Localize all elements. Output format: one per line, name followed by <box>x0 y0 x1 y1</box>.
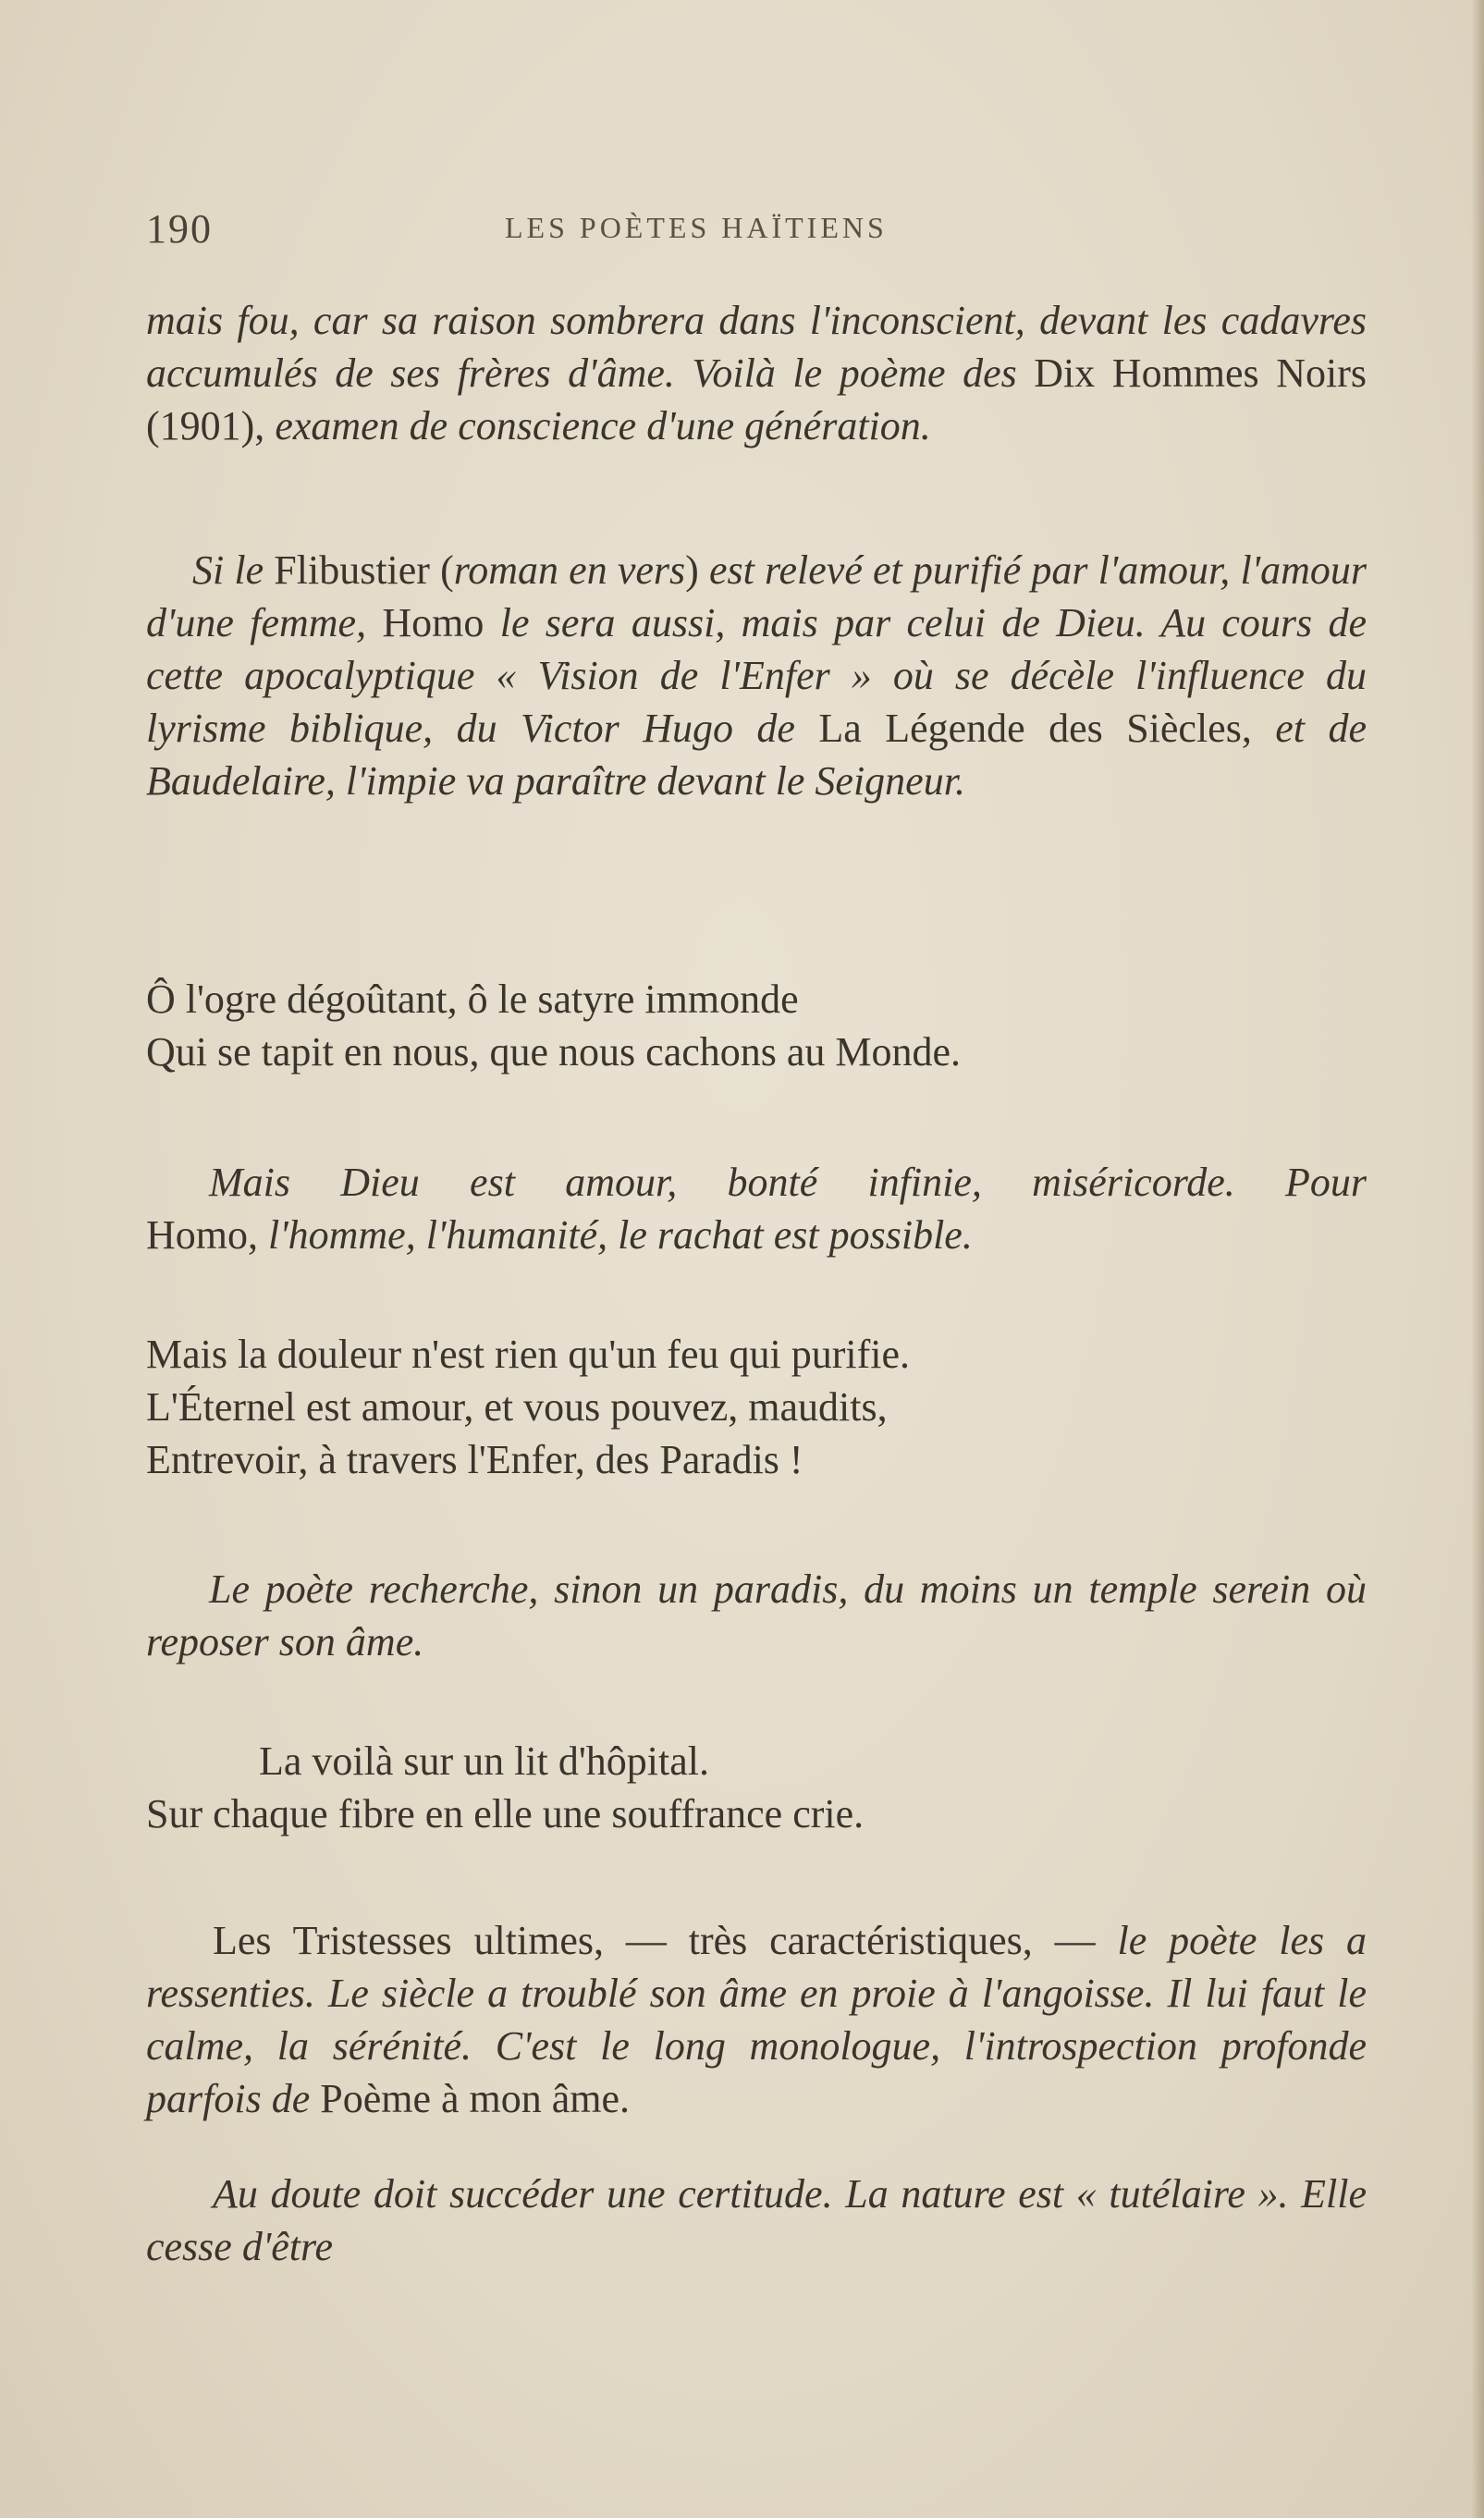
p4-italic-a: Le poète recherche, sinon un paradis, du moins un temple serein où reposer son âme. <box>146 1566 1367 1664</box>
verse-line: La voilà sur un lit d'hôpital. <box>259 1738 709 1784</box>
verse-line: Sur chaque fibre en elle une souffrance crie. <box>146 1791 865 1836</box>
verse-line: L'Éternel est amour, et vous pouvez, maudits, <box>146 1384 888 1430</box>
verse-line: Mais la douleur n'est rien qu'un feu qui purifie. <box>146 1332 910 1377</box>
p2-paren-open: ( <box>440 547 454 593</box>
p1-italic-a: mais fou, car sa raison sombrera dans l'inconscient, devant les cadavres accumulés de ses frères d'âme. Voilà le poème des <box>146 298 1367 396</box>
p1-italic-c: examen de conscience d'une génération. <box>275 403 931 448</box>
p3-italic-c: l'homme, l'humanité, le rachat est possible. <box>268 1212 973 1258</box>
p2-title-legende-des-siecles: La Légende des Siècles, <box>818 706 1276 751</box>
page-header <box>146 205 1376 261</box>
p3-title-homo: Homo, <box>146 1212 268 1258</box>
p2-italic-a: Si le <box>192 547 275 593</box>
paragraph-poete-recherche <box>146 1563 1367 1668</box>
p2-italic-j: et de Baudelaire, l'impie va paraître devant le Seigneur. <box>146 706 1367 804</box>
p2-title-flibustier: Flibustier <box>274 547 441 593</box>
page-edge-shadow <box>1471 0 1484 2518</box>
verse-douleur <box>146 1328 1367 1486</box>
paragraph-doute-certitude <box>146 2168 1367 2273</box>
p3-italic-a: Mais Dieu est amour, bonté infinie, miséricorde. Pour <box>209 1160 1367 1205</box>
p5-title-tristesses-ultimes: Les Tristesses ultimes, — très caractéristiques, — <box>213 1918 1118 1963</box>
paragraph-flibustier-homo <box>146 544 1367 807</box>
p2-italic-f: est relevé et purifié par l'amour, l'amour d'une femme, <box>146 547 1367 645</box>
paragraph-dieu-amour <box>146 1156 1367 1261</box>
p2-italic-roman-en-vers: roman en vers <box>453 547 686 593</box>
verse-line: Ô l'ogre dégoûtant, ô le satyre immonde <box>146 976 799 1022</box>
p5-title-poeme-a-mon-ame: Poème à mon âme. <box>320 2076 631 2121</box>
p2-paren-close: ) <box>685 547 709 593</box>
verse-ogre <box>146 973 1367 1078</box>
verse-line: Qui se tapit en nous, que nous cachons au Monde. <box>146 1029 962 1075</box>
verse-line: Entrevoir, à travers l'Enfer, des Paradis ! <box>146 1437 803 1482</box>
p2-italic-h: le sera aussi, mais par celui de Dieu. Au cours de cette apocalyptique « Vision de l'Enfer » où se décèle l'influence du lyrisme biblique, du Victor Hugo de <box>146 600 1367 751</box>
paragraph-tristesses-ultimes <box>146 1914 1367 2125</box>
paragraph-dix-hommes-noirs <box>146 294 1367 452</box>
verse-hopital <box>146 1735 1367 1840</box>
p6-italic-a: Au doute doit succéder une certitude. La nature est « tutélaire ». Elle cesse d'être <box>146 2171 1367 2269</box>
p5-italic-b: le poète les a ressenties. Le siècle a troublé son âme en proie à l'angoisse. Il lui faut le calme, la sérénité. C'est le long monologue, l'introspection profonde parfois de <box>146 1918 1367 2121</box>
p1-title-dix-hommes-noirs: Dix Hommes Noirs (1901), <box>146 350 1367 448</box>
page-number: 190 <box>146 206 213 252</box>
p2-title-homo: Homo <box>382 600 500 645</box>
running-title: LES POÈTES HAÏTIENS <box>505 211 888 244</box>
